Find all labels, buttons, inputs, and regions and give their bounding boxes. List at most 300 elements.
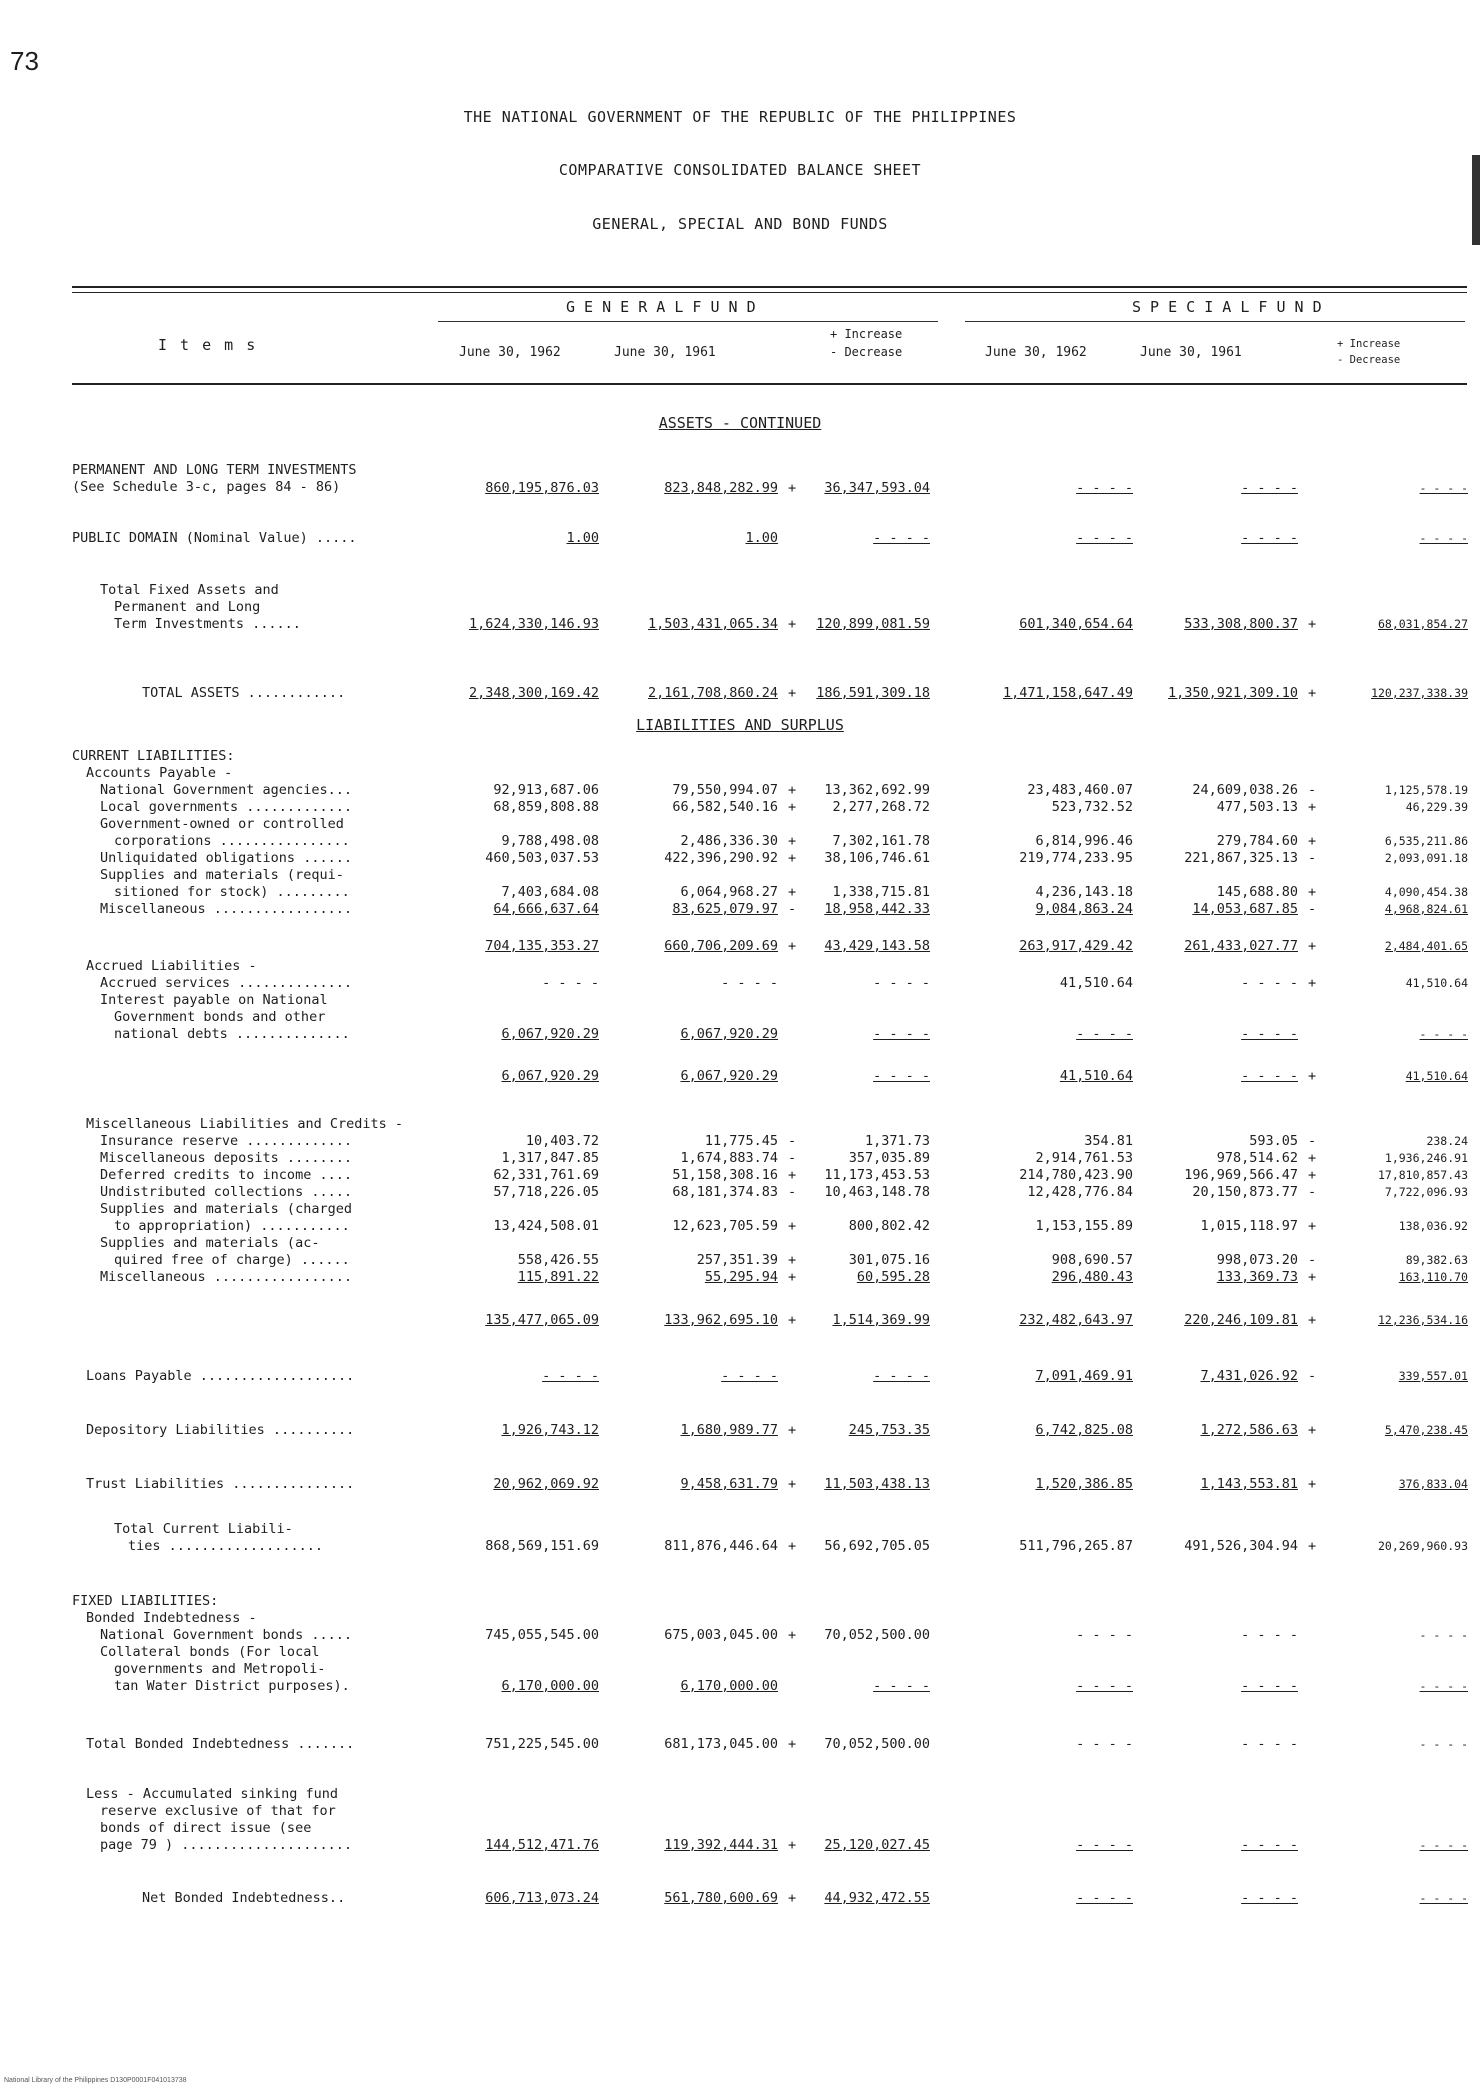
- label-accounts-payable: Accounts Payable -: [86, 765, 233, 781]
- cell-pd-s61: - - - -: [1241, 530, 1298, 546]
- cell-loans-sd: 339,557.01: [1398, 1369, 1468, 1383]
- cell-nbi-g62: 606,713,073.24: [485, 1890, 599, 1906]
- label-accrued-interest-2: Government bonds and other: [114, 1009, 326, 1025]
- cell-nga-s62: 23,483,460.07: [1027, 782, 1133, 798]
- label-ml-undistributed: Undistributed collections .....: [100, 1184, 352, 1200]
- general-fund-header: G E N E R A L F U N D: [566, 298, 756, 316]
- cell-tfa-s62: 601,340,654.64: [1019, 616, 1133, 632]
- sign-sm-gs: +: [788, 884, 797, 900]
- sign-ngb-gs: +: [788, 1627, 797, 1643]
- cell-tcl-g61: 811,876,446.64: [664, 1538, 778, 1554]
- label-collateral-3: tan Water District purposes).: [114, 1678, 350, 1694]
- cell-ngb-g62: 745,055,545.00: [485, 1627, 599, 1643]
- cell-loans-s61: 7,431,026.92: [1200, 1368, 1298, 1384]
- label-trust: Trust Liabilities ...............: [86, 1476, 355, 1492]
- label-ap-uo: Unliquidated obligations ......: [100, 850, 352, 866]
- sign-uo-gs: +: [788, 850, 797, 866]
- cell-ai-g61: 6,067,920.29: [680, 1026, 778, 1042]
- cell-mt-g62: 135,477,065.09: [485, 1312, 599, 1328]
- cell-ins-g62: 10,403.72: [525, 1133, 599, 1149]
- cell-msm-g61: 12,623,705.59: [672, 1218, 778, 1234]
- cell-perm-s61: - - - -: [1241, 480, 1298, 496]
- cell-und-g61: 68,181,374.83: [672, 1184, 778, 1200]
- label-perm-2: (See Schedule 3-c, pages 84 - 86): [72, 479, 341, 495]
- label-bonded: Bonded Indebtedness -: [86, 1610, 257, 1626]
- cell-loans-g62: - - - -: [542, 1368, 599, 1384]
- label-current-liabilities: CURRENT LIABILITIES:: [72, 748, 235, 764]
- sign-nga-gs: +: [788, 782, 797, 798]
- cell-mm-g61: 55,295.94: [704, 1269, 778, 1285]
- cell-ngb-s62: - - - -: [1076, 1627, 1133, 1643]
- cell-coll-sd: - - - -: [1419, 1679, 1468, 1693]
- sign-msm-ss: +: [1308, 1218, 1317, 1234]
- cell-depo-s61: 1,272,586.63: [1200, 1422, 1298, 1438]
- cell-goc-sd: 6,535,211.86: [1384, 834, 1468, 848]
- sign-sm-ss: +: [1308, 884, 1317, 900]
- cell-tcl-sd: 20,269,960.93: [1377, 1539, 1468, 1553]
- cell-depo-sd: 5,470,238.45: [1384, 1423, 1468, 1437]
- items-header: I t e m s: [158, 336, 258, 354]
- label-less-1: Less - Accumulated sinking fund: [86, 1786, 338, 1802]
- cell-trust-s61: 1,143,553.81: [1200, 1476, 1298, 1492]
- cell-msf-s61: 998,073.20: [1216, 1252, 1298, 1268]
- cell-trust-g61: 9,458,631.79: [680, 1476, 778, 1492]
- cell-lg-gd: 2,277,268.72: [832, 799, 930, 815]
- label-ml-sf-2: quired free of charge) ......: [114, 1252, 350, 1268]
- cell-tfa-g61: 1,503,431,065.34: [647, 616, 778, 632]
- cell-pd-sd: - - - -: [1419, 531, 1468, 545]
- cell-as-g62: - - - -: [542, 975, 599, 991]
- cell-def-g61: 51,158,308.16: [672, 1167, 778, 1183]
- cell-apm-s62: 9,084,863.24: [1035, 901, 1133, 917]
- sign-apm-ss: -: [1308, 901, 1317, 917]
- label-loans-payable: Loans Payable ...................: [86, 1368, 355, 1384]
- cell-at-gd: - - - -: [873, 1068, 930, 1084]
- col-header-s-increase: + Increase: [1337, 338, 1401, 350]
- cell-dep-s62: 2,914,761.53: [1035, 1150, 1133, 1166]
- cell-dep-gd: 357,035.89: [848, 1150, 930, 1166]
- cell-und-gd: 10,463,148.78: [824, 1184, 930, 1200]
- cell-sm-s62: 4,236,143.18: [1035, 884, 1133, 900]
- label-ml-sm-1: Supplies and materials (charged: [100, 1201, 352, 1217]
- sign-tcl-ss: +: [1308, 1538, 1317, 1554]
- sign-uo-ss: -: [1308, 850, 1317, 866]
- cell-nga-sd: 1,125,578.19: [1384, 783, 1468, 797]
- cell-apm-g61: 83,625,079.97: [672, 901, 778, 917]
- cell-pd-gd: - - - -: [873, 530, 930, 546]
- cell-def-sd: 17,810,857.43: [1377, 1168, 1468, 1182]
- col-header-s-decrease: - Decrease: [1337, 354, 1401, 366]
- cell-pd-s62: - - - -: [1076, 530, 1133, 546]
- cell-msf-g61: 257,351.39: [696, 1252, 778, 1268]
- sign-mm-ss: +: [1308, 1269, 1317, 1285]
- cell-dep-s61: 978,514.62: [1216, 1150, 1298, 1166]
- cell-mm-gd: 60,595.28: [856, 1269, 930, 1285]
- label-tcl-1: Total Current Liabili-: [114, 1521, 293, 1537]
- cell-lg-g61: 66,582,540.16: [672, 799, 778, 815]
- cell-perm-gd: 36,347,593.04: [824, 480, 930, 496]
- cell-uo-g61: 422,396,290.92: [664, 850, 778, 866]
- cell-nga-g61: 79,550,994.07: [672, 782, 778, 798]
- page-number: 73: [10, 46, 39, 76]
- cell-ai-g62: 6,067,920.29: [501, 1026, 599, 1042]
- cell-nbi-g61: 561,780,600.69: [664, 1890, 778, 1906]
- label-collateral-1: Collateral bonds (For local: [100, 1644, 320, 1660]
- cell-lg-g62: 68,859,808.88: [493, 799, 599, 815]
- sign-perm-gs: +: [788, 480, 797, 496]
- cell-pd-g62: 1.00: [566, 530, 599, 546]
- sign-def-gs: +: [788, 1167, 797, 1183]
- sign-und-gs: -: [788, 1184, 797, 1200]
- cell-ins-sd: 238.24: [1426, 1134, 1468, 1148]
- sign-nbi-gs: +: [788, 1890, 797, 1906]
- sign-msm-gs: +: [788, 1218, 797, 1234]
- sign-trust-ss: +: [1308, 1476, 1317, 1492]
- label-ml-sf-1: Supplies and materials (ac-: [100, 1235, 320, 1251]
- cell-ta-gd: 186,591,309.18: [816, 685, 930, 701]
- cell-depo-g61: 1,680,989.77: [680, 1422, 778, 1438]
- sign-apt-ss: +: [1308, 938, 1317, 954]
- cell-apt-g61: 660,706,209.69: [664, 938, 778, 954]
- cell-less-g62: 144,512,471.76: [485, 1837, 599, 1853]
- cell-msm-s62: 1,153,155.89: [1035, 1218, 1133, 1234]
- sign-tfa-gs: +: [788, 616, 797, 632]
- cell-ai-s62: - - - -: [1076, 1026, 1133, 1042]
- cell-less-s62: - - - -: [1076, 1837, 1133, 1853]
- label-ap-nga: National Government agencies...: [100, 782, 352, 798]
- cell-dep-g61: 1,674,883.74: [680, 1150, 778, 1166]
- label-ap-sm-2: sitioned for stock) .........: [114, 884, 350, 900]
- label-accrued: Accrued Liabilities -: [86, 958, 257, 974]
- cell-nga-gd: 13,362,692.99: [824, 782, 930, 798]
- cell-nbi-gd: 44,932,472.55: [824, 1890, 930, 1906]
- cell-mm-g62: 115,891.22: [517, 1269, 599, 1285]
- col-header-s1962: June 30, 1962: [985, 345, 1087, 360]
- cell-msf-s62: 908,690.57: [1051, 1252, 1133, 1268]
- cell-apm-g62: 64,666,637.64: [493, 901, 599, 917]
- sign-loans-ss: -: [1308, 1368, 1317, 1384]
- header-bottom-rule: [72, 383, 1467, 385]
- cell-less-gd: 25,120,027.45: [824, 1837, 930, 1853]
- sign-mm-gs: +: [788, 1269, 797, 1285]
- cell-as-sd: 41,510.64: [1405, 976, 1468, 990]
- cell-tbi-sd: - - - -: [1419, 1737, 1468, 1751]
- cell-tcl-s61: 491,526,304.94: [1184, 1538, 1298, 1554]
- sign-ins-gs: -: [788, 1133, 797, 1149]
- sign-depo-ss: +: [1308, 1422, 1317, 1438]
- cell-coll-g62: 6,170,000.00: [501, 1678, 599, 1694]
- cell-msm-gd: 800,802.42: [848, 1218, 930, 1234]
- cell-at-s62: 41,510.64: [1059, 1068, 1133, 1084]
- cell-perm-g62: 860,195,876.03: [485, 480, 599, 496]
- label-total-assets: TOTAL ASSETS ............: [142, 685, 346, 701]
- cell-nbi-sd: - - - -: [1419, 1891, 1468, 1905]
- col-header-g-decrease: - Decrease: [830, 345, 903, 359]
- cell-tcl-s62: 511,796,265.87: [1019, 1538, 1133, 1554]
- cell-goc-g61: 2,486,336.30: [680, 833, 778, 849]
- cell-mt-g61: 133,962,695.10: [664, 1312, 778, 1328]
- cell-trust-sd: 376,833.04: [1398, 1477, 1468, 1491]
- label-perm-1: PERMANENT AND LONG TERM INVESTMENTS: [72, 462, 357, 478]
- cell-apm-s61: 14,053,687.85: [1192, 901, 1298, 917]
- cell-def-gd: 11,173,453.53: [824, 1167, 930, 1183]
- special-fund-rule: [965, 321, 1465, 322]
- cell-depo-g62: 1,926,743.12: [501, 1422, 599, 1438]
- cell-tbi-g62: 751,225,545.00: [485, 1736, 599, 1752]
- sign-depo-gs: +: [788, 1422, 797, 1438]
- cell-mt-s61: 220,246,109.81: [1184, 1312, 1298, 1328]
- sign-lg-ss: +: [1308, 799, 1317, 815]
- cell-und-sd: 7,722,096.93: [1384, 1185, 1468, 1199]
- sign-dep-gs: -: [788, 1150, 797, 1166]
- cell-msm-g62: 13,424,508.01: [493, 1218, 599, 1234]
- cell-ngb-gd: 70,052,500.00: [824, 1627, 930, 1643]
- cell-lg-sd: 46,229.39: [1405, 800, 1468, 814]
- label-ap-misc: Miscellaneous .................: [100, 901, 352, 917]
- cell-mt-gd: 1,514,369.99: [832, 1312, 930, 1328]
- sign-lg-gs: +: [788, 799, 797, 815]
- cell-msf-sd: 89,382.63: [1405, 1253, 1468, 1267]
- cell-tbi-s62: - - - -: [1076, 1736, 1133, 1752]
- cell-ins-gd: 1,371.73: [864, 1133, 930, 1149]
- cell-perm-s62: - - - -: [1076, 480, 1133, 496]
- label-accrued-interest-1: Interest payable on National: [100, 992, 328, 1008]
- cell-ta-g62: 2,348,300,169.42: [468, 685, 599, 701]
- label-public-domain: PUBLIC DOMAIN (Nominal Value) .....: [72, 530, 357, 546]
- sign-at-ss: +: [1308, 1068, 1317, 1084]
- cell-perm-sd: - - - -: [1419, 481, 1468, 495]
- sign-tfa-ss: +: [1308, 616, 1317, 632]
- cell-lg-s61: 477,503.13: [1216, 799, 1298, 815]
- cell-und-s62: 12,428,776.84: [1027, 1184, 1133, 1200]
- cell-at-g62: 6,067,920.29: [501, 1068, 599, 1084]
- sign-goc-gs: +: [788, 833, 797, 849]
- cell-less-g61: 119,392,444.31: [664, 1837, 778, 1853]
- cell-uo-s61: 221,867,325.13: [1184, 850, 1298, 866]
- cell-nbi-s62: - - - -: [1076, 1890, 1133, 1906]
- cell-lg-s62: 523,732.52: [1051, 799, 1133, 815]
- label-ml-deferred: Deferred credits to income ....: [100, 1167, 352, 1183]
- cell-def-g62: 62,331,761.69: [493, 1167, 599, 1183]
- col-header-g1961: June 30, 1961: [614, 345, 716, 360]
- sign-ins-ss: -: [1308, 1133, 1317, 1149]
- cell-apt-s62: 263,917,429.42: [1019, 938, 1133, 954]
- cell-def-s61: 196,969,566.47: [1184, 1167, 1298, 1183]
- cell-apt-g62: 704,135,353.27: [485, 938, 599, 954]
- cell-sm-g61: 6,064,968.27: [680, 884, 778, 900]
- label-less-4: page 79 ) .....................: [100, 1837, 352, 1853]
- cell-sm-s61: 145,688.80: [1216, 884, 1298, 900]
- general-fund-rule: [438, 321, 938, 322]
- cell-less-s61: - - - -: [1241, 1837, 1298, 1853]
- cell-loans-g61: - - - -: [721, 1368, 778, 1384]
- sign-dep-ss: +: [1308, 1150, 1317, 1166]
- col-header-g-increase: + Increase: [830, 327, 903, 341]
- label-less-2: reserve exclusive of that for: [100, 1803, 336, 1819]
- cell-sm-sd: 4,090,454.38: [1384, 885, 1468, 899]
- cell-tfa-gd: 120,899,081.59: [816, 616, 930, 632]
- cell-trust-gd: 11,503,438.13: [824, 1476, 930, 1492]
- cell-tcl-g62: 868,569,151.69: [485, 1538, 599, 1554]
- cell-goc-g62: 9,788,498.08: [501, 833, 599, 849]
- label-tfa-1: Total Fixed Assets and: [100, 582, 279, 598]
- cell-coll-s62: - - - -: [1076, 1678, 1133, 1694]
- cell-ai-s61: - - - -: [1241, 1026, 1298, 1042]
- sign-less-gs: +: [788, 1837, 797, 1853]
- cell-as-gd: - - - -: [873, 975, 930, 991]
- cell-uo-g62: 460,503,037.53: [485, 850, 599, 866]
- cell-ins-g61: 11,775.45: [704, 1133, 778, 1149]
- special-fund-header: S P E C I A L F U N D: [1132, 298, 1322, 316]
- label-collateral-2: governments and Metropoli-: [114, 1661, 326, 1677]
- col-header-g1962: June 30, 1962: [459, 345, 561, 360]
- library-footer: National Library of the Philippines D130P0001F041013738: [4, 2077, 187, 2084]
- cell-at-s61: - - - -: [1241, 1068, 1298, 1084]
- cell-nga-s61: 24,609,038.26: [1192, 782, 1298, 798]
- cell-at-sd: 41,510.64: [1405, 1069, 1468, 1083]
- label-tfa-2: Permanent and Long: [114, 599, 261, 615]
- sign-ta-gs: +: [788, 685, 797, 701]
- cell-def-s62: 214,780,423.90: [1019, 1167, 1133, 1183]
- assets-section-heading: ASSETS - CONTINUED: [658, 414, 822, 432]
- cell-ai-sd: - - - -: [1419, 1027, 1468, 1041]
- cell-ins-s61: 593.05: [1249, 1133, 1298, 1149]
- label-fixed-liabilities: FIXED LIABILITIES:: [72, 1593, 219, 1609]
- label-less-3: bonds of direct issue (see: [100, 1820, 312, 1836]
- cell-apt-sd: 2,484,401.65: [1384, 939, 1468, 953]
- sign-def-ss: +: [1308, 1167, 1317, 1183]
- cell-depo-gd: 245,753.35: [848, 1422, 930, 1438]
- sign-ta-ss: +: [1308, 685, 1317, 701]
- cell-ta-sd: 120,237,338.39: [1371, 686, 1468, 700]
- cell-dep-sd: 1,936,246.91: [1384, 1151, 1468, 1165]
- label-tfa-3: Term Investments ......: [114, 616, 301, 632]
- label-tcl-2: ties ...................: [128, 1538, 324, 1554]
- cell-apm-sd: 4,968,824.61: [1384, 902, 1468, 916]
- sign-tcl-gs: +: [788, 1538, 797, 1554]
- label-ng-bonds: National Government bonds .....: [100, 1627, 352, 1643]
- cell-msm-sd: 138,036.92: [1398, 1219, 1468, 1233]
- label-ap-lg: Local governments .............: [100, 799, 352, 815]
- label-ml-insurance: Insurance reserve .............: [100, 1133, 352, 1149]
- label-ml-sm-2: to appropriation) ...........: [114, 1218, 350, 1234]
- label-total-bonded: Total Bonded Indebtedness .......: [86, 1736, 355, 1752]
- cell-trust-g62: 20,962,069.92: [493, 1476, 599, 1492]
- cell-und-s61: 20,150,873.77: [1192, 1184, 1298, 1200]
- cell-goc-s62: 6,814,996.46: [1035, 833, 1133, 849]
- cell-as-s62: 41,510.64: [1059, 975, 1133, 991]
- cell-as-s61: - - - -: [1241, 975, 1298, 991]
- cell-depo-s62: 6,742,825.08: [1035, 1422, 1133, 1438]
- label-ml-misc: Miscellaneous .................: [100, 1269, 352, 1285]
- cell-msf-g62: 558,426.55: [517, 1252, 599, 1268]
- cell-tcl-gd: 56,692,705.05: [824, 1538, 930, 1554]
- cell-less-sd: - - - -: [1419, 1838, 1468, 1852]
- cell-tfa-sd: 68,031,854.27: [1377, 617, 1468, 631]
- cell-trust-s62: 1,520,386.85: [1035, 1476, 1133, 1492]
- label-ap-goc-1: Government-owned or controlled: [100, 816, 344, 832]
- header-top-rule-2: [72, 292, 1467, 293]
- cell-mm-sd: 163,110.70: [1398, 1270, 1468, 1284]
- cell-tfa-g62: 1,624,330,146.93: [468, 616, 599, 632]
- cell-ins-s62: 354.81: [1084, 1133, 1133, 1149]
- cell-sm-gd: 1,338,715.81: [832, 884, 930, 900]
- sign-apt-gs: +: [788, 938, 797, 954]
- cell-ai-gd: - - - -: [873, 1026, 930, 1042]
- label-ml-deposits: Miscellaneous deposits ........: [100, 1150, 352, 1166]
- col-header-s1961: June 30, 1961: [1140, 345, 1242, 360]
- label-misc-liabilities: Miscellaneous Liabilities and Credits -: [86, 1116, 403, 1132]
- cell-as-g61: - - - -: [721, 975, 778, 991]
- title-line-2: COMPARATIVE CONSOLIDATED BALANCE SHEET: [558, 161, 922, 179]
- title-line-3: GENERAL, SPECIAL AND BOND FUNDS: [592, 215, 888, 233]
- cell-loans-s62: 7,091,469.91: [1035, 1368, 1133, 1384]
- cell-mm-s61: 133,369.73: [1216, 1269, 1298, 1285]
- cell-coll-gd: - - - -: [873, 1678, 930, 1694]
- sign-mt-gs: +: [788, 1312, 797, 1328]
- sign-und-ss: -: [1308, 1184, 1317, 1200]
- sign-mt-ss: +: [1308, 1312, 1317, 1328]
- cell-ta-s61: 1,350,921,309.10: [1167, 685, 1298, 701]
- cell-tbi-g61: 681,173,045.00: [664, 1736, 778, 1752]
- cell-uo-s62: 219,774,233.95: [1019, 850, 1133, 866]
- cell-nga-g62: 92,913,687.06: [493, 782, 599, 798]
- cell-ngb-g61: 675,003,045.00: [664, 1627, 778, 1643]
- cell-und-g62: 57,718,226.05: [493, 1184, 599, 1200]
- sign-msf-gs: +: [788, 1252, 797, 1268]
- sign-as-ss: +: [1308, 975, 1317, 991]
- liabilities-section-heading: LIABILITIES AND SURPLUS: [636, 716, 844, 734]
- label-net-bonded: Net Bonded Indebtedness..: [142, 1890, 346, 1906]
- cell-dep-g62: 1,317,847.85: [501, 1150, 599, 1166]
- label-accrued-interest-3: national debts ..............: [114, 1026, 350, 1042]
- cell-loans-gd: - - - -: [873, 1368, 930, 1384]
- cell-goc-s61: 279,784.60: [1216, 833, 1298, 849]
- cell-apt-s61: 261,433,027.77: [1184, 938, 1298, 954]
- cell-apm-gd: 18,958,442.33: [824, 901, 930, 917]
- cell-msf-gd: 301,075.16: [848, 1252, 930, 1268]
- sign-msf-ss: -: [1308, 1252, 1317, 1268]
- cell-tbi-s61: - - - -: [1241, 1736, 1298, 1752]
- cell-ta-s62: 1,471,158,647.49: [1002, 685, 1133, 701]
- label-accrued-services: Accrued services ..............: [100, 975, 352, 991]
- cell-at-g61: 6,067,920.29: [680, 1068, 778, 1084]
- sign-tbi-gs: +: [788, 1736, 797, 1752]
- cell-goc-gd: 7,302,161.78: [832, 833, 930, 849]
- cell-uo-gd: 38,106,746.61: [824, 850, 930, 866]
- cell-ngb-s61: - - - -: [1241, 1627, 1298, 1643]
- title-line-1: THE NATIONAL GOVERNMENT OF THE REPUBLIC OF THE PHILIPPINES: [463, 108, 1017, 126]
- label-ap-sm-1: Supplies and materials (requi-: [100, 867, 344, 883]
- label-ap-goc-2: corporations ................: [114, 833, 350, 849]
- cell-coll-g61: 6,170,000.00: [680, 1678, 778, 1694]
- header-top-rule: [72, 286, 1467, 288]
- cell-coll-s61: - - - -: [1241, 1678, 1298, 1694]
- cell-ta-g61: 2,161,708,860.24: [647, 685, 778, 701]
- cell-tfa-s61: 533,308,800.37: [1184, 616, 1298, 632]
- cell-mt-s62: 232,482,643.97: [1019, 1312, 1133, 1328]
- sign-apm-gs: -: [788, 901, 797, 917]
- cell-nbi-s61: - - - -: [1241, 1890, 1298, 1906]
- sign-goc-ss: +: [1308, 833, 1317, 849]
- cell-pd-g61: 1.00: [745, 530, 778, 546]
- sign-trust-gs: +: [788, 1476, 797, 1492]
- cell-sm-g62: 7,403,684.08: [501, 884, 599, 900]
- cell-apt-gd: 43,429,143.58: [824, 938, 930, 954]
- cell-mt-sd: 12,236,534.16: [1377, 1313, 1468, 1327]
- label-depository: Depository Liabilities ..........: [86, 1422, 355, 1438]
- cell-tbi-gd: 70,052,500.00: [824, 1736, 930, 1752]
